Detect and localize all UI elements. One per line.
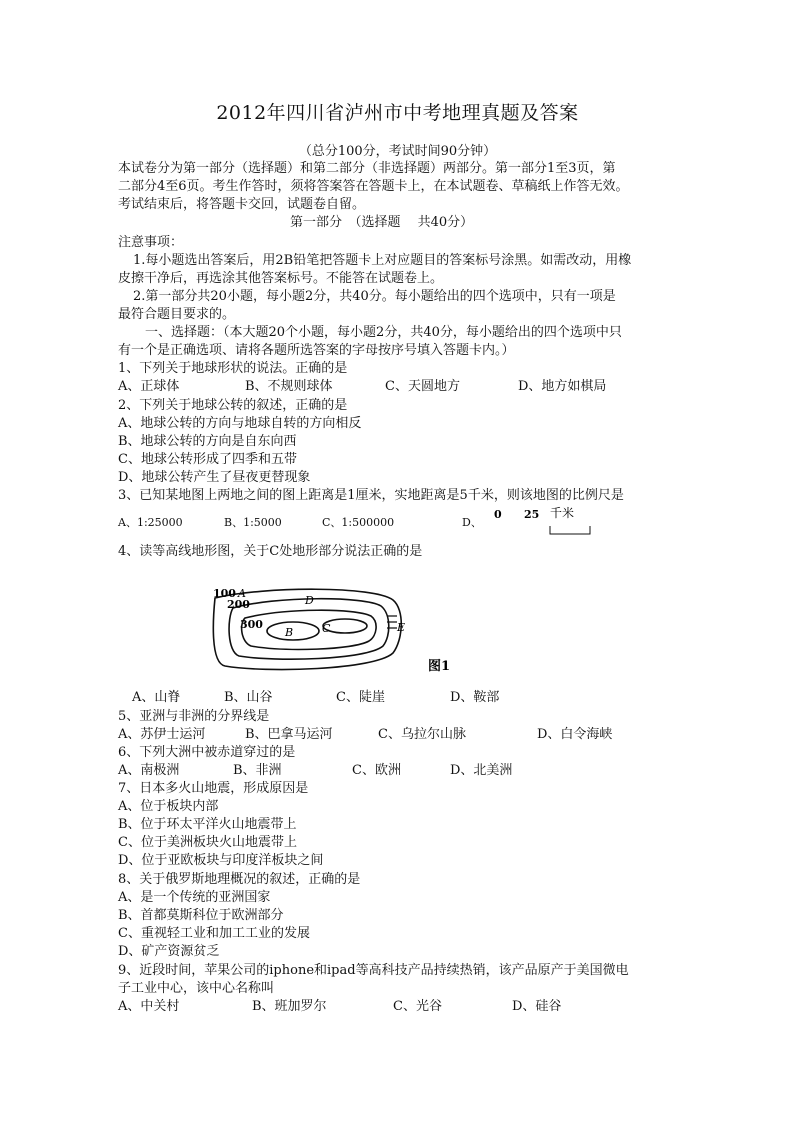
question-4-stem: 4、读等高线地形图，关于C处地形部分说法正确的是: [118, 544, 423, 559]
note-line: 1.每小题选出答案后，用2B铅笔把答题卡上对应题目的答案标号涂黑。如需改动，用橡: [133, 253, 632, 268]
question-2-option-b: B、地球公转的方向是自东向西: [118, 434, 297, 449]
question-5-option-c: C、乌拉尔山脉: [378, 727, 466, 742]
contour-label-100: 100: [213, 587, 236, 600]
question-7-option-c: C、位于美洲板块火山地震带上: [118, 835, 297, 850]
question-7-option-b: B、位于环太平洋火山地震带上: [118, 817, 297, 832]
question-4-option-d: D、鞍部: [450, 690, 500, 705]
question-4-option-a: A、山脊: [132, 690, 181, 705]
contour-map-figure: [205, 578, 465, 683]
question-8-option-d: D、矿产资源贫乏: [118, 944, 220, 959]
contour-label-200: 200: [227, 598, 250, 611]
question-6-option-d: D、北美洲: [450, 763, 513, 778]
intro-line: 二部分4至6页。考生作答时，须将答案答在答题卡上，在本试题卷、草稿纸上作答无效。: [118, 179, 629, 194]
question-6-option-c: C、欧洲: [352, 763, 401, 778]
intro-line: 本试卷分为第一部分（选择题）和第二部分（非选择题）两部分。第一部分1至3页，第: [118, 161, 616, 176]
question-5-option-a: A、苏伊士运河: [118, 727, 206, 742]
question-5-option-b: B、巴拿马运河: [245, 727, 333, 742]
point-label-a: A: [238, 587, 246, 600]
question-2-stem: 2、下列关于地球公转的叙述，正确的是: [118, 398, 348, 413]
scale-bar-unit: 千米: [550, 506, 575, 520]
question-9-stem: 子工业中心，该中心名称叫: [118, 981, 275, 996]
note-line: 皮擦干净后，再选涂其他答案标号。不能答在试题卷上。: [118, 271, 444, 286]
notes-heading: 注意事项：: [118, 235, 184, 250]
question-9-option-b: B、班加罗尔: [252, 999, 327, 1014]
question-1-option-c: C、天圆地方: [385, 379, 460, 394]
question-8-option-a: A、是一个传统的亚洲国家: [118, 890, 271, 905]
scale-bar-value: 25: [524, 508, 540, 521]
question-7-option-a: A、位于板块内部: [118, 799, 219, 814]
question-6-option-b: B、非洲: [233, 763, 282, 778]
question-3-option-c: C、1:500000: [322, 516, 395, 529]
question-6-option-a: A、南极洲: [118, 763, 180, 778]
question-6-stem: 6、下列大洲中被赤道穿过的是: [118, 745, 296, 760]
question-9-option-a: A、中关村: [118, 999, 180, 1014]
question-7-option-d: D、位于亚欧板块与印度洋板块之间: [118, 853, 324, 868]
scale-bar-line: [550, 526, 590, 534]
question-9-option-d: D、硅谷: [512, 999, 562, 1014]
figure-caption: 图1: [428, 659, 451, 674]
section-instruction: 一、选择题：（本大题20个小题，每小题2分，共40分，每小题给出的四个选项中只: [145, 325, 622, 340]
note-line: 2.第一部分共20小题，每小题2分，共40分。每小题给出的四个选项中，只有一项是: [133, 289, 616, 304]
question-4-option-b: B、山谷: [224, 690, 273, 705]
question-5-stem: 5、亚洲与非洲的分界线是: [118, 709, 270, 724]
intro-line: 考试结束后，将答题卡交回，试题卷自留。: [118, 197, 366, 212]
point-label-c: C: [322, 622, 331, 635]
part1-heading: 第一部分 （选择题 共40分）: [290, 215, 474, 230]
question-8-option-c: C、重视轻工业和加工工业的发展: [118, 926, 310, 941]
question-4-option-c: C、陡崖: [336, 690, 385, 705]
note-line: 最符合题目要求的。: [118, 307, 236, 322]
point-label-d: D: [305, 594, 314, 607]
question-9-option-c: C、光谷: [393, 999, 442, 1014]
question-2-option-c: C、地球公转形成了四季和五带: [118, 452, 297, 467]
question-5-option-d: D、白令海峡: [537, 727, 613, 742]
question-8-option-b: B、首都莫斯科位于欧洲部分: [118, 908, 284, 923]
point-label-e: E: [397, 621, 406, 634]
question-1-option-d: D、地方如棋局: [518, 379, 607, 394]
question-2-option-a: A、地球公转的方向与地球自转的方向相反: [118, 416, 362, 431]
section-instruction: 有一个是正确选项、请将各题所选答案的字母按序号填入答题卡内。）: [118, 343, 515, 358]
contour-label-300: 300: [240, 618, 263, 631]
question-1-option-b: B、不规则球体: [245, 379, 333, 394]
question-7-stem: 7、日本多火山地震，形成原因是: [118, 781, 309, 796]
question-3-option-d: D、: [462, 516, 482, 529]
question-3-stem: 3、已知某地图上两地之间的图上距离是1厘米，实地距离是5千米，则该地图的比例尺是: [118, 488, 624, 503]
question-3-option-b: B、1:5000: [224, 516, 282, 529]
scale-bar-zero: 0: [494, 508, 502, 521]
score-note: （总分100分，考试时间90分钟）: [298, 144, 497, 159]
document-title: 2012年四川省泸州市中考地理真题及答案: [216, 102, 579, 124]
question-9-stem: 9、近段时间，苹果公司的iphone和ipad等高科技产品持续热销，该产品原产于美国微电: [118, 963, 629, 978]
question-2-option-d: D、地球公转产生了昼夜更替现象: [118, 470, 311, 485]
question-3-option-a: A、1:25000: [118, 516, 183, 529]
question-8-stem: 8、关于俄罗斯地理概况的叙述，正确的是: [118, 872, 361, 887]
point-label-b: B: [285, 626, 294, 639]
scale-bar-figure: [490, 504, 600, 538]
question-1-stem: 1、下列关于地球形状的说法。正确的是: [118, 361, 348, 376]
question-1-option-a: A、正球体: [118, 379, 180, 394]
